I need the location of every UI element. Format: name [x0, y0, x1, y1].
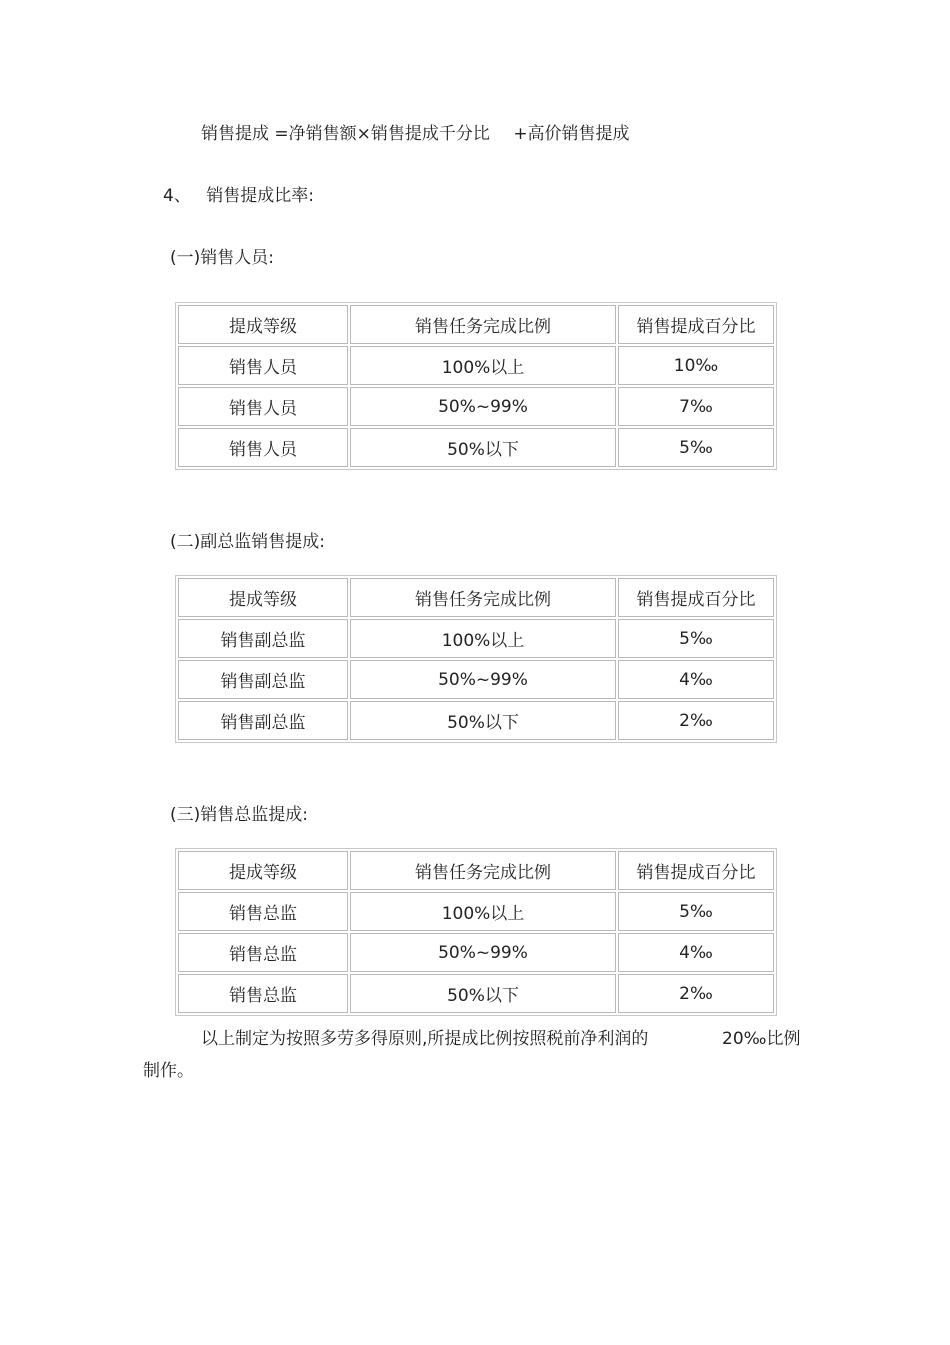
- table-cell: 50%~99%: [350, 387, 616, 426]
- item-number: 4、: [163, 186, 191, 206]
- commission-table-sales-director: [175, 848, 777, 1016]
- table-cell: 7‰: [618, 387, 774, 426]
- table-cell: 2‰: [618, 974, 774, 1013]
- item-4-heading: [163, 184, 314, 208]
- table-header-row: [178, 578, 774, 617]
- header-cell: 提成等级: [178, 851, 348, 890]
- header-cell: 销售任务完成比例: [350, 578, 616, 617]
- table-cell: 销售副总监: [178, 660, 348, 699]
- formula-part1: 销售提成 =净销售额×销售提成千分比: [201, 124, 490, 144]
- table-row: [178, 701, 774, 740]
- table-cell: 销售人员: [178, 387, 348, 426]
- table-row: [178, 619, 774, 658]
- table-cell: 50%以下: [350, 428, 616, 467]
- closing-text: 以上制定为按照多劳多得原则,所提成比例按照税前净利润的: [201, 1029, 649, 1049]
- item-label: 销售提成比率:: [206, 186, 314, 206]
- header-cell: 销售提成百分比: [618, 851, 774, 890]
- table-cell: 销售总监: [178, 933, 348, 972]
- table-header-row: [178, 305, 774, 344]
- table-row: [178, 933, 774, 972]
- header-cell: 销售任务完成比例: [350, 851, 616, 890]
- table-cell: 2‰: [618, 701, 774, 740]
- section-heading: (二)副总监销售提成:: [170, 532, 325, 552]
- table-header-row: [178, 851, 774, 890]
- commission-table-deputy-director: [175, 575, 777, 743]
- table-row: [178, 892, 774, 931]
- header-cell: 销售提成百分比: [618, 305, 774, 344]
- table-cell: 50%以下: [350, 701, 616, 740]
- table-cell: 销售人员: [178, 346, 348, 385]
- table-cell: 50%~99%: [350, 933, 616, 972]
- table-row: [178, 346, 774, 385]
- header-cell: 提成等级: [178, 305, 348, 344]
- table-cell: 100%以上: [350, 619, 616, 658]
- table-cell: 5‰: [618, 892, 774, 931]
- closing-line-1: [201, 1027, 648, 1051]
- table-cell: 销售总监: [178, 974, 348, 1013]
- closing-line-2: 制作。: [143, 1061, 194, 1081]
- section-heading: (三)销售总监提成:: [170, 805, 308, 825]
- table-cell: 销售人员: [178, 428, 348, 467]
- table-cell: 4‰: [618, 933, 774, 972]
- table-cell: 销售总监: [178, 892, 348, 931]
- formula-text: [201, 122, 630, 146]
- table-cell: 5‰: [618, 619, 774, 658]
- table-cell: 100%以上: [350, 892, 616, 931]
- commission-table-sales-staff: [175, 302, 777, 470]
- table-row: [178, 428, 774, 467]
- table-cell: 50%~99%: [350, 660, 616, 699]
- section-heading: (一)销售人员:: [170, 248, 274, 268]
- table-row: [178, 387, 774, 426]
- table-row: [178, 974, 774, 1013]
- header-cell: 销售提成百分比: [618, 578, 774, 617]
- table-cell: 10‰: [618, 346, 774, 385]
- header-cell: 提成等级: [178, 578, 348, 617]
- table-cell: 5‰: [618, 428, 774, 467]
- closing-value: 20‰比例: [722, 1029, 801, 1049]
- header-cell: 销售任务完成比例: [350, 305, 616, 344]
- table-cell: 100%以上: [350, 346, 616, 385]
- table-cell: 4‰: [618, 660, 774, 699]
- table-cell: 销售副总监: [178, 701, 348, 740]
- formula-part2: +高价销售提成: [513, 124, 630, 144]
- table-cell: 50%以下: [350, 974, 616, 1013]
- table-cell: 销售副总监: [178, 619, 348, 658]
- table-row: [178, 660, 774, 699]
